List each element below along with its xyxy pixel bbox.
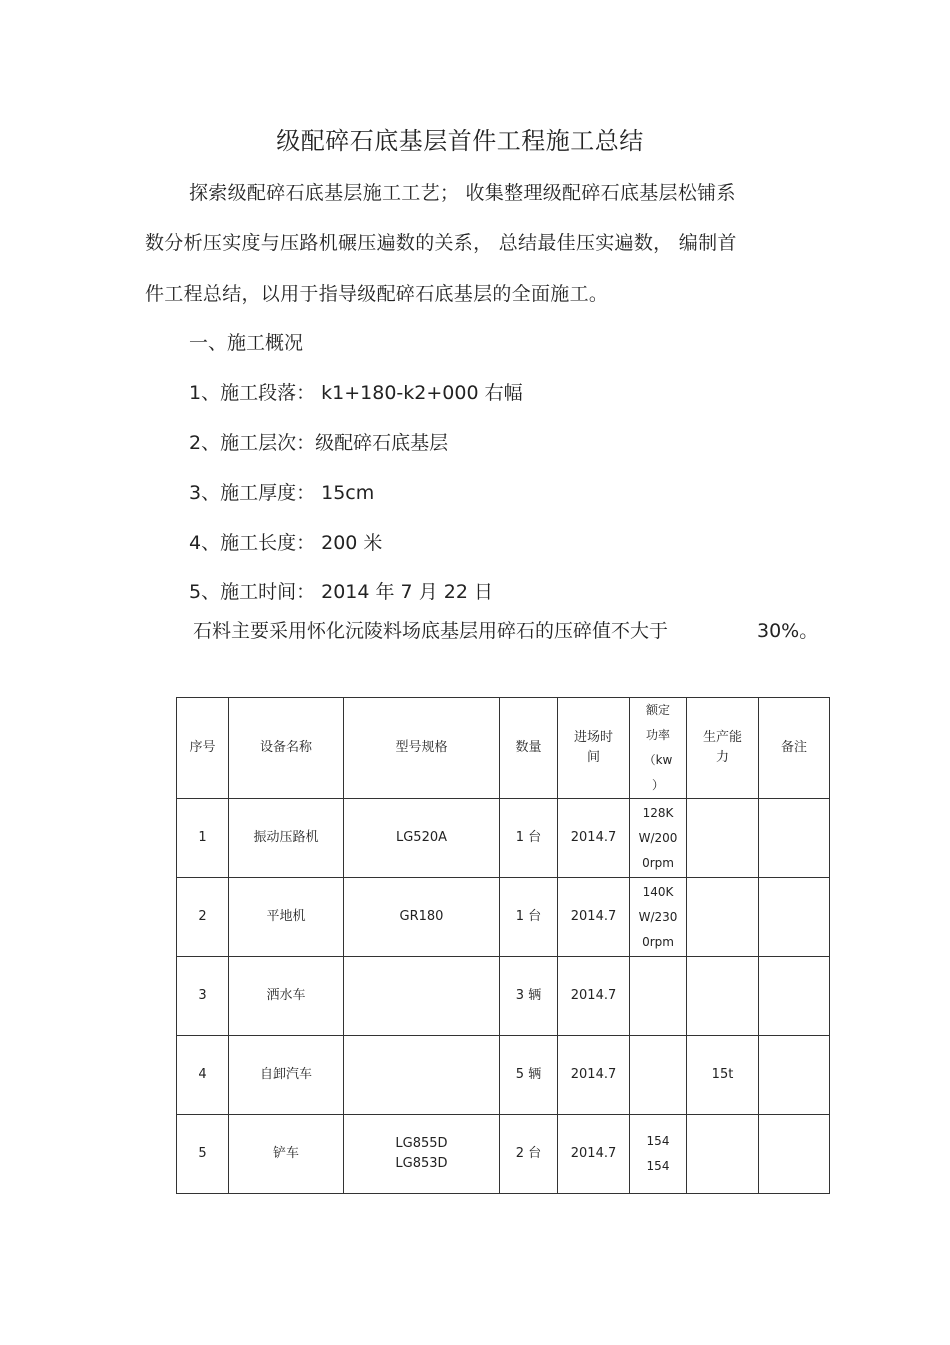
table-row: [177, 1036, 830, 1115]
cell-model: LG855D LG853D: [344, 1115, 500, 1194]
cell-qty: 1 台: [500, 799, 558, 878]
cell-no: 2: [177, 878, 229, 957]
cell-date: 2014.7: [558, 799, 630, 878]
cell-note: [759, 799, 830, 878]
item-2: 2、施工层次：级配碎石底基层: [189, 432, 449, 454]
cell-name: 洒水车: [229, 957, 344, 1036]
cell-model: [344, 1036, 500, 1115]
document-title: 级配碎石底基层首件工程施工总结: [276, 127, 644, 155]
item-3: 3、施工厚度： 15cm: [189, 482, 375, 504]
cell-power: 140K W/230 0rpm: [630, 878, 687, 957]
cell-no: 4: [177, 1036, 229, 1115]
cell-qty: 1 台: [500, 878, 558, 957]
table-row: [177, 957, 830, 1036]
cell-name: 自卸汽车: [229, 1036, 344, 1115]
table-row: [177, 878, 830, 957]
cell-capacity: [687, 878, 759, 957]
cell-no: 1: [177, 799, 229, 878]
cell-power: [630, 957, 687, 1036]
item-4: 4、施工长度： 200 米: [189, 532, 383, 554]
intro-line-1: 探索级配碎石底基层施工工艺； 收集整理级配碎石底基层松铺系: [189, 182, 736, 204]
header-capacity: 生产能 力: [687, 698, 759, 799]
cell-note: [759, 1036, 830, 1115]
cell-note: [759, 1115, 830, 1194]
cell-power: 154 154: [630, 1115, 687, 1194]
header-date: 进场时 间: [558, 698, 630, 799]
table-row: [177, 1115, 830, 1194]
cell-name: 振动压路机: [229, 799, 344, 878]
cell-power: [630, 1036, 687, 1115]
cell-name: 铲车: [229, 1115, 344, 1194]
header-name: 设备名称: [229, 698, 344, 799]
material-note: 石料主要采用怀化沅陵料场底基层用碎石的压碎值不大于: [193, 620, 669, 642]
cell-power: 128K W/200 0rpm: [630, 799, 687, 878]
table-header-row: [177, 698, 830, 799]
cell-note: [759, 957, 830, 1036]
equipment-table: [176, 697, 830, 1194]
intro-line-2: 数分析压实度与压路机碾压遍数的关系， 总结最佳压实遍数， 编制首: [145, 232, 737, 254]
material-value: 30%。: [757, 620, 819, 642]
cell-capacity: 15t: [687, 1036, 759, 1115]
cell-date: 2014.7: [558, 957, 630, 1036]
cell-date: 2014.7: [558, 1036, 630, 1115]
cell-capacity: [687, 799, 759, 878]
header-note: 备注: [759, 698, 830, 799]
cell-qty: 3 辆: [500, 957, 558, 1036]
cell-model: LG520A: [344, 799, 500, 878]
cell-date: 2014.7: [558, 878, 630, 957]
cell-model: GR180: [344, 878, 500, 957]
header-model: 型号规格: [344, 698, 500, 799]
section-heading: 一、施工概况: [189, 332, 304, 354]
header-power: 额定 功率 （kw ）: [630, 698, 687, 799]
cell-no: 3: [177, 957, 229, 1036]
cell-qty: 5 辆: [500, 1036, 558, 1115]
intro-line-3: 件工程总结，以用于指导级配碎石底基层的全面施工。: [145, 283, 609, 305]
table-row: [177, 799, 830, 878]
cell-qty: 2 台: [500, 1115, 558, 1194]
cell-no: 5: [177, 1115, 229, 1194]
item-1: 1、施工段落： k1+180-k2+000 右幅: [189, 382, 523, 404]
cell-capacity: [687, 1115, 759, 1194]
cell-date: 2014.7: [558, 1115, 630, 1194]
item-5: 5、施工时间： 2014 年 7 月 22 日: [189, 581, 493, 603]
cell-note: [759, 878, 830, 957]
cell-model: [344, 957, 500, 1036]
cell-capacity: [687, 957, 759, 1036]
cell-name: 平地机: [229, 878, 344, 957]
header-qty: 数量: [500, 698, 558, 799]
header-no: 序号: [177, 698, 229, 799]
